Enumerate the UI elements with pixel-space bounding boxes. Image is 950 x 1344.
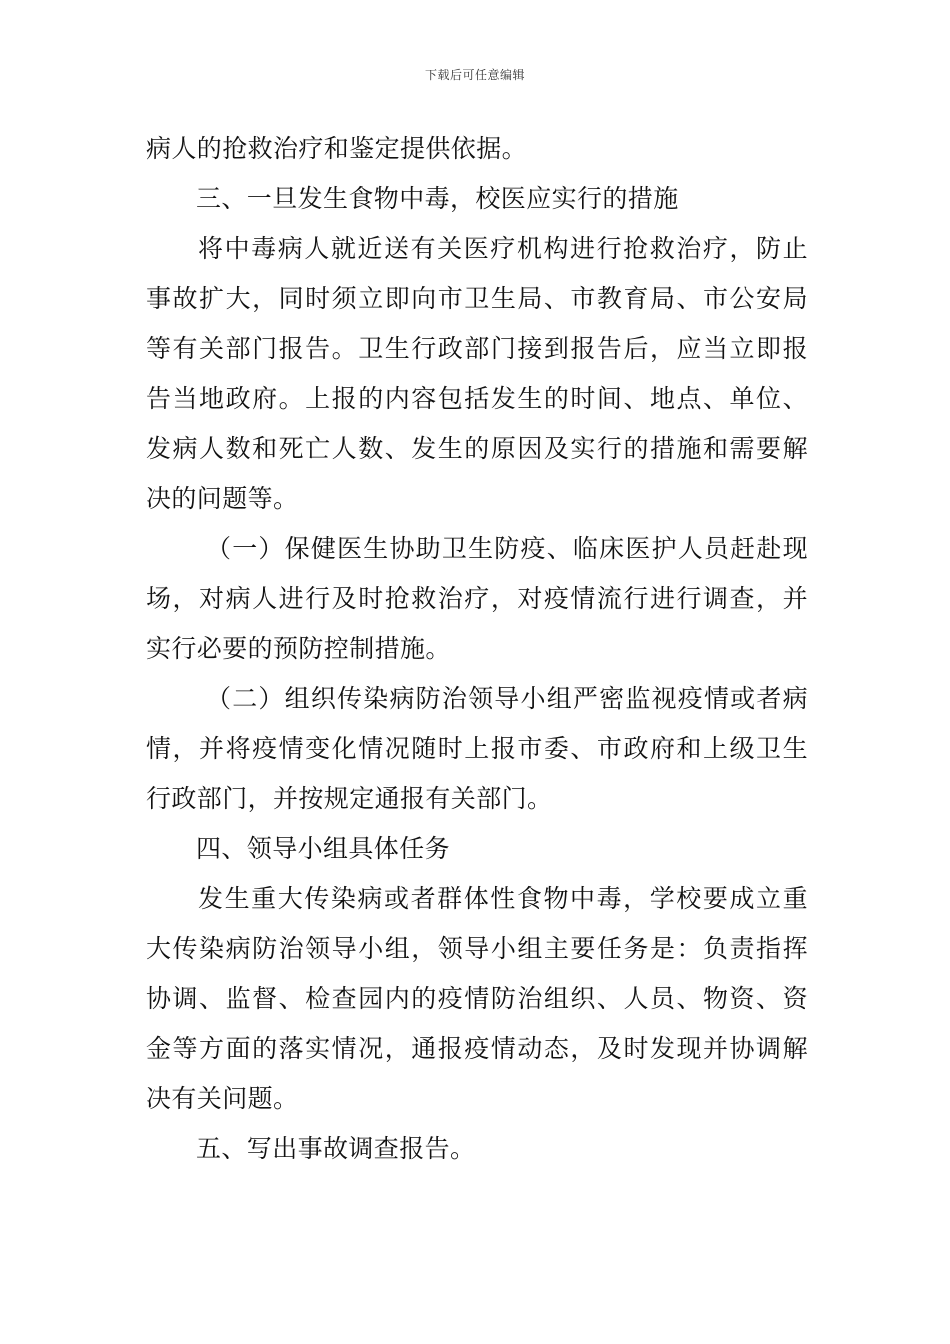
text-line: 金等方面的落实情况，通报疫情动态，及时发现并协调解 <box>146 1034 808 1063</box>
text-line: 决有关问题。 <box>146 1084 299 1113</box>
text-line: 实行必要的预防控制措施。 <box>146 634 451 663</box>
text-line: 决的问题等。 <box>146 484 299 513</box>
text-line: 将中毒病人就近送有关医疗机构进行抢救治疗，防止 <box>198 234 808 263</box>
text-line: 情，并将疫情变化情况随时上报市委、市政府和上级卫生 <box>146 734 808 763</box>
section-heading-4: 四、领导小组具体任务 <box>196 834 451 863</box>
text-line: 事故扩大，同时须立即向市卫生局、市教育局、市公安局 <box>146 284 808 313</box>
text-line: 告当地政府。上报的内容包括发生的时间、地点、单位、 <box>146 384 808 413</box>
text-line: 等有关部门报告。卫生行政部门接到报告后，应当立即报 <box>146 334 808 363</box>
text-line: 协调、监督、检查园内的疫情防治组织、人员、物资、资 <box>146 984 808 1013</box>
text-line: 发病人数和死亡人数、发生的原因及实行的措施和需要解 <box>146 434 808 463</box>
text-line: 大传染病防治领导小组，领导小组主要任务是：负责指挥 <box>146 934 808 963</box>
section-heading-3: 三、一旦发生食物中毒，校医应实行的措施 <box>196 184 679 213</box>
section-heading-5: 五、写出事故调查报告。 <box>196 1134 476 1163</box>
text-line: 行政部门，并按规定通报有关部门。 <box>146 784 553 813</box>
subsection-item-2: （二）组织传染病防治领导小组严密监视疫情或者病 <box>206 684 808 713</box>
text-line: 场，对病人进行及时抢救治疗，对疫情流行进行调查，并 <box>146 584 808 613</box>
text-line: 病人的抢救治疗和鉴定提供依据。 <box>146 134 528 163</box>
text-line: 发生重大传染病或者群体性食物中毒，学校要成立重 <box>198 884 808 913</box>
subsection-item-1: （一）保健医生协助卫生防疫、临床医护人员赶赴现 <box>206 534 808 563</box>
page-header-note: 下载后可任意编辑 <box>424 68 525 82</box>
